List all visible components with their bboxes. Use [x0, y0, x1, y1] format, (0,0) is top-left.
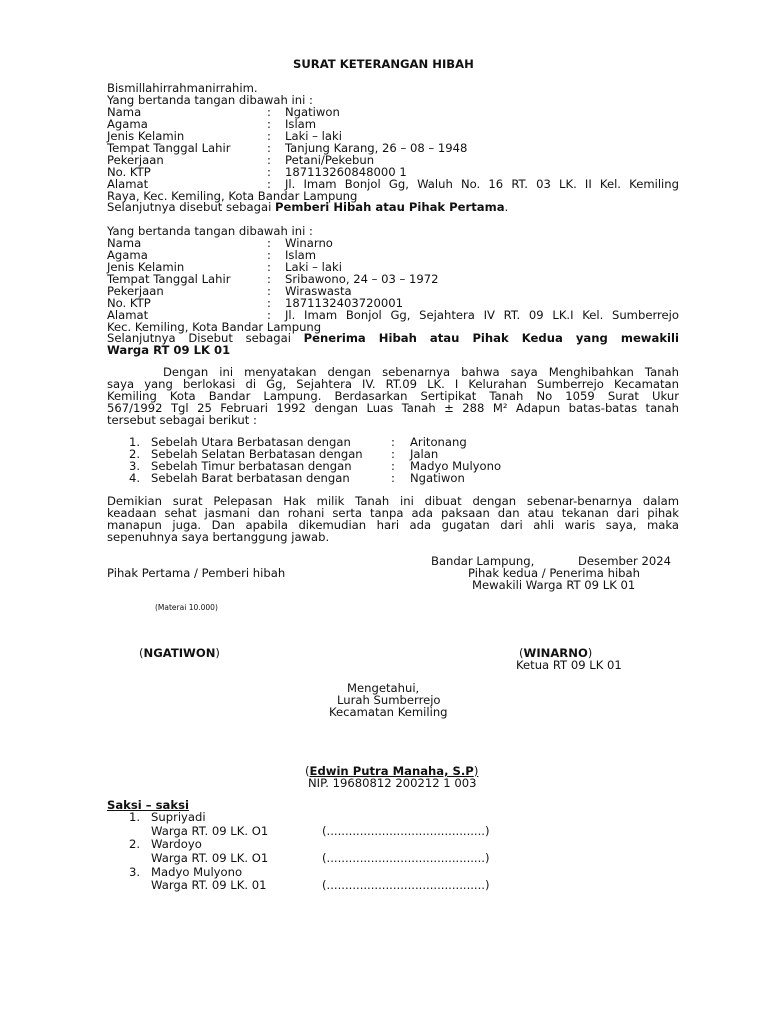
item-number: 3.	[129, 459, 141, 473]
witness-signature-line: (...........................................)	[322, 878, 490, 892]
close-paren: )	[473, 764, 479, 778]
open-paren: (	[139, 646, 144, 660]
field-label: Nama	[107, 105, 142, 119]
field-colon: :	[267, 165, 271, 179]
closing-line: Demikian surat Pelepasan Hak milik Tanah ini dibuat dengan sebenar-benarnya dalam	[107, 494, 679, 508]
field-colon: :	[267, 117, 271, 131]
field-colon: :	[267, 129, 271, 143]
close-paren: )	[587, 646, 593, 660]
witness-number: 2.	[129, 837, 141, 851]
field-colon: :	[267, 296, 271, 310]
item-colon: :	[391, 435, 395, 449]
item-value: Ngatiwon	[410, 471, 465, 485]
closing-line: sepenuhnya saya bertanggung jawab.	[107, 530, 330, 544]
field-value: 1871132403720001	[285, 296, 404, 310]
signing-date: Desember 2024	[578, 554, 671, 568]
left-signer-role: Pihak Pertama / Pemberi hibah	[107, 566, 286, 580]
field-colon: :	[267, 153, 271, 167]
item-label: Sebelah Barat berbatasan dengan	[151, 471, 350, 485]
field-value: 187113260848000 1	[285, 165, 407, 179]
field-label: No. KTP	[107, 296, 151, 310]
official-name-text: Edwin Putra Manaha, S.P	[309, 764, 474, 778]
witness-address: Warga RT. 09 LK. 01	[151, 878, 267, 892]
party1-address-cont: Raya, Kec. Kemiling, Kota Bandar Lampung	[107, 189, 358, 203]
intro-party1: Yang bertanda tangan dibawah ini :	[107, 93, 313, 107]
field-value: Tanjung Karang, 26 – 08 – 1948	[285, 141, 468, 155]
field-value: Sribawono, 24 – 03 – 1972	[285, 272, 439, 286]
statement-line: tersebut sebagai berikut :	[107, 413, 257, 427]
open-paren: (	[305, 764, 310, 778]
field-value: Islam	[285, 117, 317, 131]
item-label: Sebelah Timur berbatasan dengan	[151, 459, 352, 473]
field-label: Pekerjaan	[107, 284, 164, 298]
item-label: Sebelah Utara Berbatasan dengan	[151, 435, 351, 449]
left-name: NGATIWON	[143, 646, 216, 660]
statement-line: 567/1992 Tgl 25 Februari 1992 dengan Luas Tanah ± 288 M² Adapun batas-batas tanah	[107, 401, 679, 415]
opening-phrase: Bismillahirrahmanirrahim.	[107, 81, 258, 95]
item-number: 4.	[129, 471, 141, 485]
field-label: Tempat Tanggal Lahir	[107, 141, 231, 155]
field-colon: :	[267, 141, 271, 155]
field-label: Jenis Kelamin	[107, 129, 185, 143]
item-colon: :	[391, 447, 395, 461]
statement-line: Kemiling Kota Bandar Lampung. Berdasarkan Sertipikat Tanah No 1059 Surat Ukur	[107, 389, 679, 403]
field-colon: :	[267, 236, 271, 250]
field-value: Jl. Imam Bonjol Gg, Sejahtera IV RT. 09 LK.I Kel. Sumberrejo	[285, 308, 679, 322]
item-value: Madyo Mulyono	[410, 459, 502, 473]
field-value: Laki – laki	[285, 260, 342, 274]
closing-line: manapun juga. Dan apabila dikemudian hari ada gugatan dari ahli waris saya, maka	[107, 518, 679, 532]
statement-line: Dengan ini menyatakan dengan sebenarnya bahwa saya Menghibahkan Tanah	[163, 365, 679, 379]
field-label: Tempat Tanggal Lahir	[107, 272, 231, 286]
party2-role-line2: Warga RT 09 LK 01	[107, 343, 231, 357]
right-signer-role: Pihak kedua / Penerima hibah	[468, 566, 640, 580]
intro-party2: Yang bertanda tangan dibawah ini :	[107, 224, 313, 238]
item-colon: :	[391, 459, 395, 473]
witness-number: 1.	[129, 810, 141, 824]
role-suffix: .	[504, 200, 509, 214]
field-label: Nama	[107, 236, 142, 250]
witness-name: Madyo Mulyono	[151, 865, 243, 879]
left-signer-name	[139, 647, 220, 659]
witness-signature-line: (...........................................)	[322, 851, 490, 865]
field-colon: :	[267, 248, 271, 262]
field-colon: :	[267, 284, 271, 298]
role-prefix: Selanjutnya Disebut sebagai	[107, 331, 304, 345]
party2-address-cont: Kec. Kemiling, Kota Bandar Lampung	[107, 320, 322, 334]
role-bold: Penerima Hibah atau Pihak Kedua yang mewakili	[303, 331, 679, 345]
acknowledge-line: Mengetahui,	[347, 681, 420, 695]
signing-place: Bandar Lampung,	[431, 554, 535, 568]
field-value: Ngatiwon	[285, 105, 340, 119]
field-label: Alamat	[107, 308, 149, 322]
open-paren: (	[519, 646, 524, 660]
field-label: Agama	[107, 117, 148, 131]
stamp-note: (Materai 10.000)	[155, 603, 218, 612]
official-nip: NIP. 19680812 200212 1 003	[308, 776, 477, 790]
field-value: Petani/Pekebun	[285, 153, 375, 167]
role-prefix: Selanjutnya disebut sebagai	[107, 200, 275, 214]
right-signer-role-2: Mewakili Warga RT 09 LK 01	[472, 578, 636, 592]
field-label: Alamat	[107, 177, 149, 191]
witness-address: Warga RT. 09 LK. O1	[151, 824, 269, 838]
party1-role	[107, 201, 508, 213]
field-colon: :	[267, 260, 271, 274]
field-colon: :	[267, 105, 271, 119]
witness-number: 3.	[129, 865, 141, 879]
field-value: Jl. Imam Bonjol Gg, Waluh No. 16 RT. 03 LK. II Kel. Kemiling	[285, 177, 679, 191]
field-label: Agama	[107, 248, 148, 262]
field-value: Islam	[285, 248, 317, 262]
item-value: Aritonang	[410, 435, 467, 449]
statement-line: saya yang berlokasi di Gg, Sejahtera IV. RT.09 LK. I Kelurahan Sumberrejo Kecamatan	[107, 377, 679, 391]
field-label: No. KTP	[107, 165, 151, 179]
close-paren: )	[215, 646, 220, 660]
witness-name: Wardoyo	[151, 837, 202, 851]
witnesses-heading: Saksi – saksi	[107, 798, 189, 812]
field-colon: :	[267, 272, 271, 286]
field-label: Pekerjaan	[107, 153, 164, 167]
field-colon: :	[267, 308, 271, 322]
item-value: Jalan	[410, 447, 439, 461]
witness-address: Warga RT. 09 LK. O1	[151, 851, 269, 865]
item-number: 2.	[129, 447, 141, 461]
role-bold: Pemberi Hibah atau Pihak Pertama	[274, 200, 505, 214]
list-item	[129, 471, 465, 485]
witness-name: Supriyadi	[151, 810, 206, 824]
witness-signature-line: (...........................................)	[322, 824, 490, 838]
item-colon: :	[391, 471, 395, 485]
acknowledge-line: Kecamatan Kemiling	[329, 705, 448, 719]
field-value: Winarno	[285, 236, 333, 250]
acknowledge-line: Lurah Sumberrejo	[337, 693, 441, 707]
right-name: WINARNO	[523, 646, 588, 660]
field-colon: :	[267, 177, 271, 191]
document-title: SURAT KETERANGAN HIBAH	[293, 57, 474, 71]
item-number: 1.	[129, 435, 141, 449]
closing-line: keadaan sehat jasmani dan rohani serta tanpa ada paksaan dan atau tekanan dari pihak	[107, 506, 679, 520]
field-value: Wiraswasta	[285, 284, 352, 298]
item-label: Sebelah Selatan Berbatasan dengan	[151, 447, 363, 461]
field-label: Jenis Kelamin	[107, 260, 185, 274]
right-signer-title: Ketua RT 09 LK 01	[516, 658, 622, 672]
field-value: Laki – laki	[285, 129, 342, 143]
